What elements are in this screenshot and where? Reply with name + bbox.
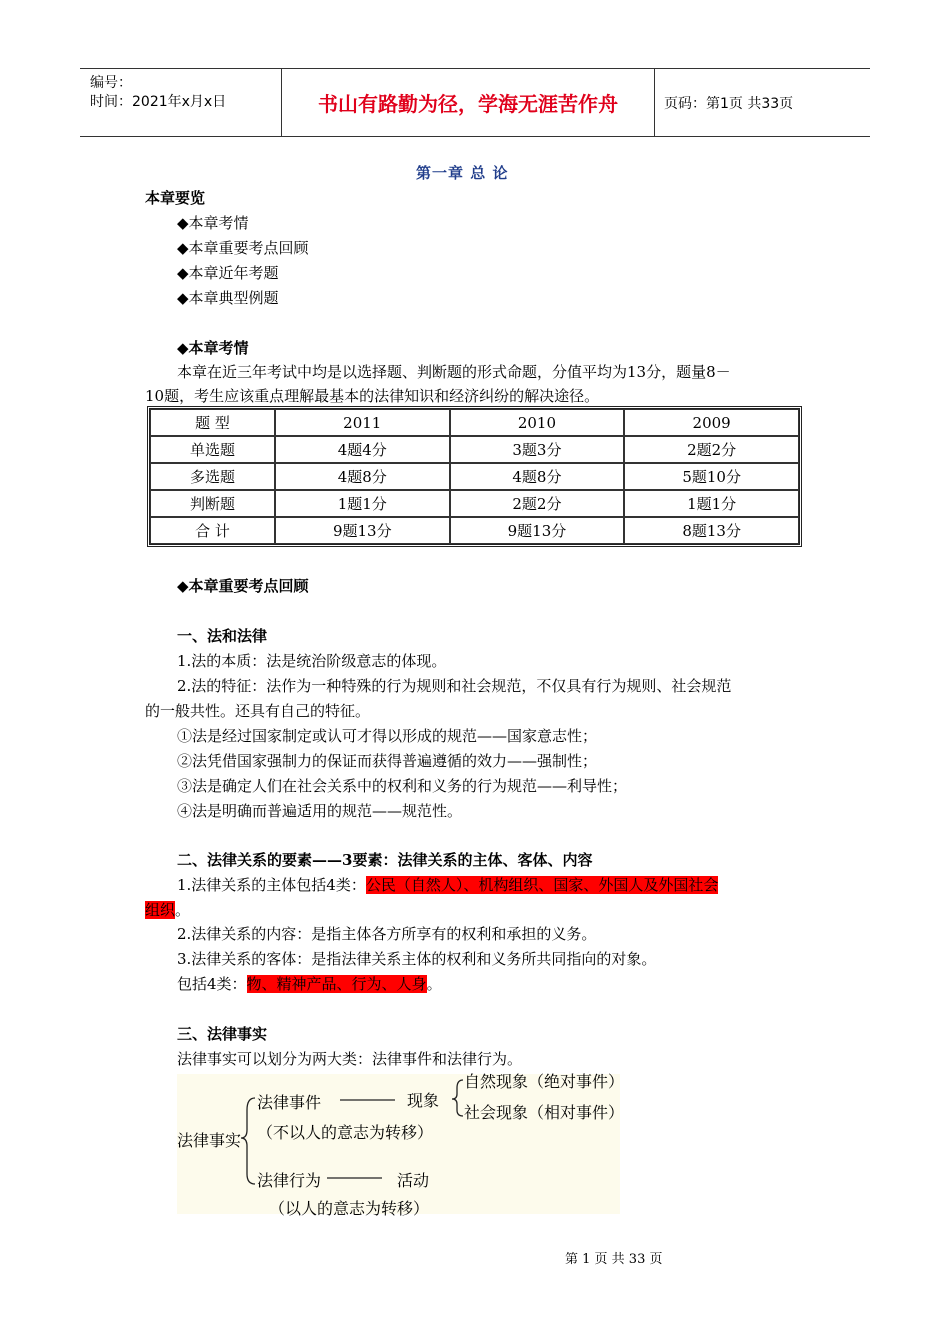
subject-prefix: 1.法律关系的主体包括4类： — [177, 876, 366, 894]
diagram-phenomenon: 现象 — [407, 1091, 440, 1110]
diagram-event-note: （不以人的意志为转移） — [257, 1123, 434, 1142]
overview-heading: 本章要览 — [145, 189, 206, 207]
diagram-activity: 活动 — [397, 1171, 430, 1190]
diagram-social: 社会现象（相对事件） — [464, 1103, 625, 1122]
exam-heading: ◆本章考情 — [177, 339, 249, 357]
section-text — [177, 874, 718, 895]
highlight: 公民（自然人）、机构组织、国家、外国人及外国社会 — [365, 876, 719, 894]
feature-item: ①法是经过国家制定或认可才得以形成的规范——国家意志性； — [177, 727, 598, 745]
section-text: 法律事实可以划分为两大类：法律事件和法律行为。 — [177, 1050, 523, 1068]
section-text — [145, 899, 190, 920]
table-header-cell: 2009 — [624, 409, 799, 436]
overview-item: ◆本章近年考题 — [177, 264, 279, 282]
table-row — [150, 463, 799, 490]
table-header-cell: 题 型 — [150, 409, 275, 436]
legal-fact-diagram — [177, 1072, 625, 1218]
table-cell: 4题8分 — [275, 463, 450, 490]
section-text: 2.法的特征：法作为一种特殊的行为规则和社会规范，不仅具有行为规则、社会规范 — [177, 677, 732, 695]
table-header-cell: 2011 — [275, 409, 450, 436]
highlight: 组织 — [145, 901, 176, 919]
object-suffix: 。 — [426, 975, 442, 993]
table-cell: 8题13分 — [624, 517, 799, 544]
table-header-row — [150, 409, 799, 436]
table-cell: 2题2分 — [450, 490, 625, 517]
diagram-natural: 自然现象（绝对事件） — [464, 1072, 625, 1091]
table-cell: 合 计 — [150, 517, 275, 544]
review-heading: ◆本章重要考点回顾 — [177, 577, 309, 595]
table-cell: 1题1分 — [275, 490, 450, 517]
section-text — [177, 973, 442, 994]
table-cell: 5题10分 — [624, 463, 799, 490]
section-text: 2.法律关系的内容：是指主体各方所享有的权利和承担的义务。 — [177, 925, 597, 943]
section-heading: 三、法律事实 — [177, 1025, 268, 1043]
table-row — [150, 517, 799, 544]
exam-stats-table — [147, 406, 802, 547]
exam-paragraph: 本章在近三年考试中均是以选择题、判断题的形式命题，分值平均为13分，题量8－ — [177, 363, 731, 381]
diagram-event: 法律事件 — [257, 1093, 322, 1112]
page-footer: 第 1 页 共 33 页 — [565, 1252, 663, 1267]
overview-item: ◆本章典型例题 — [177, 289, 279, 307]
diagram-lines — [177, 1074, 620, 1214]
feature-item: ④法是明确而普遍适用的规范——规范性。 — [177, 802, 463, 820]
section-heading: 二、法律关系的要素——3要素：法律关系的主体、客体、内容 — [177, 851, 593, 869]
table-cell: 2题2分 — [624, 436, 799, 463]
time-label: 时间：2021年x月x日 — [90, 94, 227, 110]
table-cell: 单选题 — [150, 436, 275, 463]
diagram-act: 法律行为 — [257, 1171, 322, 1190]
section-text: 的一般共性。还具有自己的特征。 — [145, 702, 371, 720]
subject-suffix: 。 — [175, 901, 191, 919]
table-cell: 判断题 — [150, 490, 275, 517]
chapter-title: 第一章 总 论 — [416, 164, 509, 182]
exam-paragraph: 10题，考生应该重点理解最基本的法律知识和经济纠纷的解决途径。 — [145, 387, 600, 405]
overview-item: ◆本章重要考点回顾 — [177, 239, 309, 257]
highlight: 物、精神产品、行为、人身 — [246, 975, 427, 993]
table-cell: 多选题 — [150, 463, 275, 490]
page-header — [80, 68, 870, 137]
header-motto: 书山有路勤为径，学海无涯苦作舟 — [282, 69, 655, 136]
table-cell: 4题8分 — [450, 463, 625, 490]
table-header-cell: 2010 — [450, 409, 625, 436]
overview-item: ◆本章考情 — [177, 214, 249, 232]
header-page-label: 页码：第1页 共33页 — [664, 95, 794, 112]
table-cell: 4题4分 — [275, 436, 450, 463]
section-text: 1.法的本质：法是统治阶级意志的体现。 — [177, 652, 447, 670]
section-text: 3.法律关系的客体：是指法律关系主体的权利和义务所共同指向的对象。 — [177, 950, 657, 968]
diagram-act-note: （以人的意志为转移） — [269, 1199, 430, 1218]
header-meta — [80, 69, 282, 136]
table-row — [150, 490, 799, 517]
object-prefix: 包括4类： — [177, 975, 247, 993]
table-cell: 9题13分 — [450, 517, 625, 544]
table-cell: 1题1分 — [624, 490, 799, 517]
table-cell: 9题13分 — [275, 517, 450, 544]
diagram-root: 法律事实 — [177, 1131, 242, 1150]
feature-item: ③法是确定人们在社会关系中的权利和义务的行为规范——利导性； — [177, 777, 628, 795]
table-row — [150, 436, 799, 463]
feature-item: ②法凭借国家强制力的保证而获得普遍遵循的效力——强制性； — [177, 752, 598, 770]
table-cell: 3题3分 — [450, 436, 625, 463]
number-label: 编号： — [90, 75, 132, 91]
section-heading: 一、法和法律 — [177, 627, 268, 645]
